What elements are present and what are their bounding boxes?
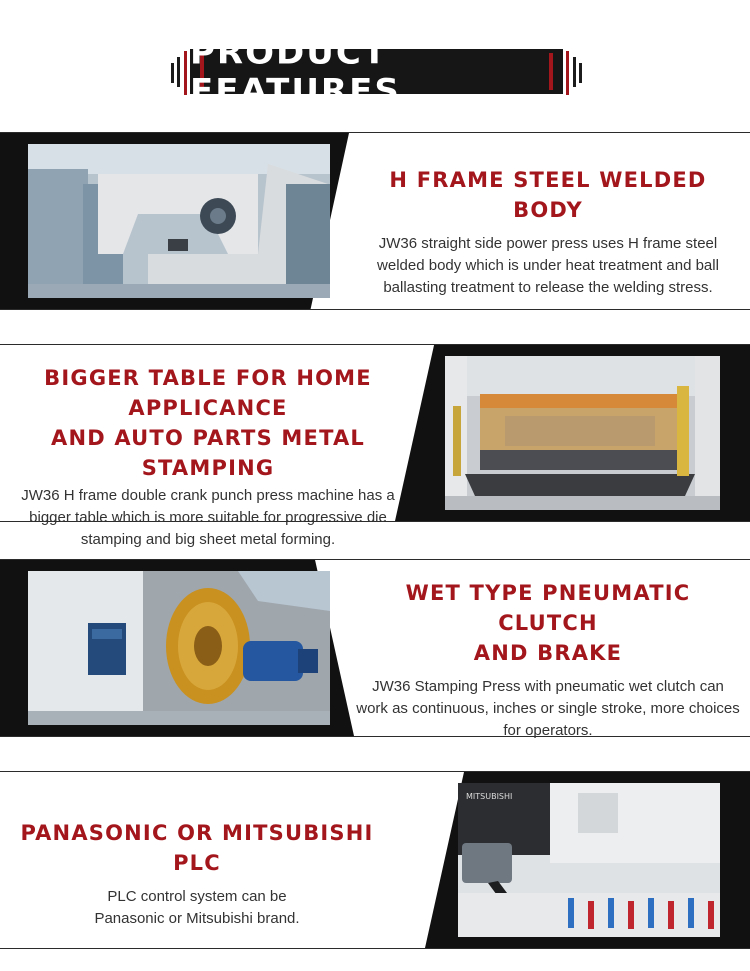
title-inner-bar [549,53,553,90]
feature-section-clutch-brake [0,559,750,737]
feature-title-line: BIGGER TABLE FOR HOME APPLICANCE [44,366,372,420]
header-deco-bar [573,57,576,87]
plc-brand-label: MITSUBISHI [466,792,513,801]
header-deco-bar [579,63,582,83]
feature-text [10,363,406,551]
clutch-brake-photo [28,571,330,725]
plc-controller-photo [458,783,720,937]
feature-description: PLC control system can be Panasonic or Mitsubishi brand. [94,888,300,927]
feature-title-line: AND AUTO PARTS METAL STAMPING [51,426,365,480]
feature-title-line: AND BRAKE [473,641,623,665]
feature-description: JW36 H frame double crank punch press machine has a bigger table which is more suitable for progressive die stamping and big sheet metal forming. [21,487,395,548]
header-deco-bar [566,51,569,95]
bigger-table-photo [445,356,720,510]
feature-text [356,578,740,742]
feature-section-plc [0,771,750,949]
feature-description: JW36 straight side power press uses H frame steel welded body which is under heat treatment and ball ballasting treatment to release the welding stress. [377,235,719,296]
feature-title-line: WET TYPE PNEUMATIC CLUTCH [405,581,691,635]
page-title-box [190,33,563,110]
feature-title: H FRAME STEEL WELDED BODY [389,168,707,222]
feature-text [356,165,740,299]
feature-section-h-frame [0,132,750,310]
page-title: PRODUCT FEATURES [190,33,401,110]
header-deco-bar [171,63,174,83]
header-deco-bar [184,51,187,95]
page-header [0,0,750,132]
feature-title: PANASONIC OR MITSUBISHI PLC [20,821,374,875]
feature-description: JW36 Stamping Press with pneumatic wet clutch can work as continuous, inches or single stroke, more choices for operators. [356,678,740,739]
h-frame-press-photo [28,144,330,298]
feature-section-bigger-table [0,344,750,548]
header-deco-bar [177,57,180,87]
feature-text [14,818,380,930]
